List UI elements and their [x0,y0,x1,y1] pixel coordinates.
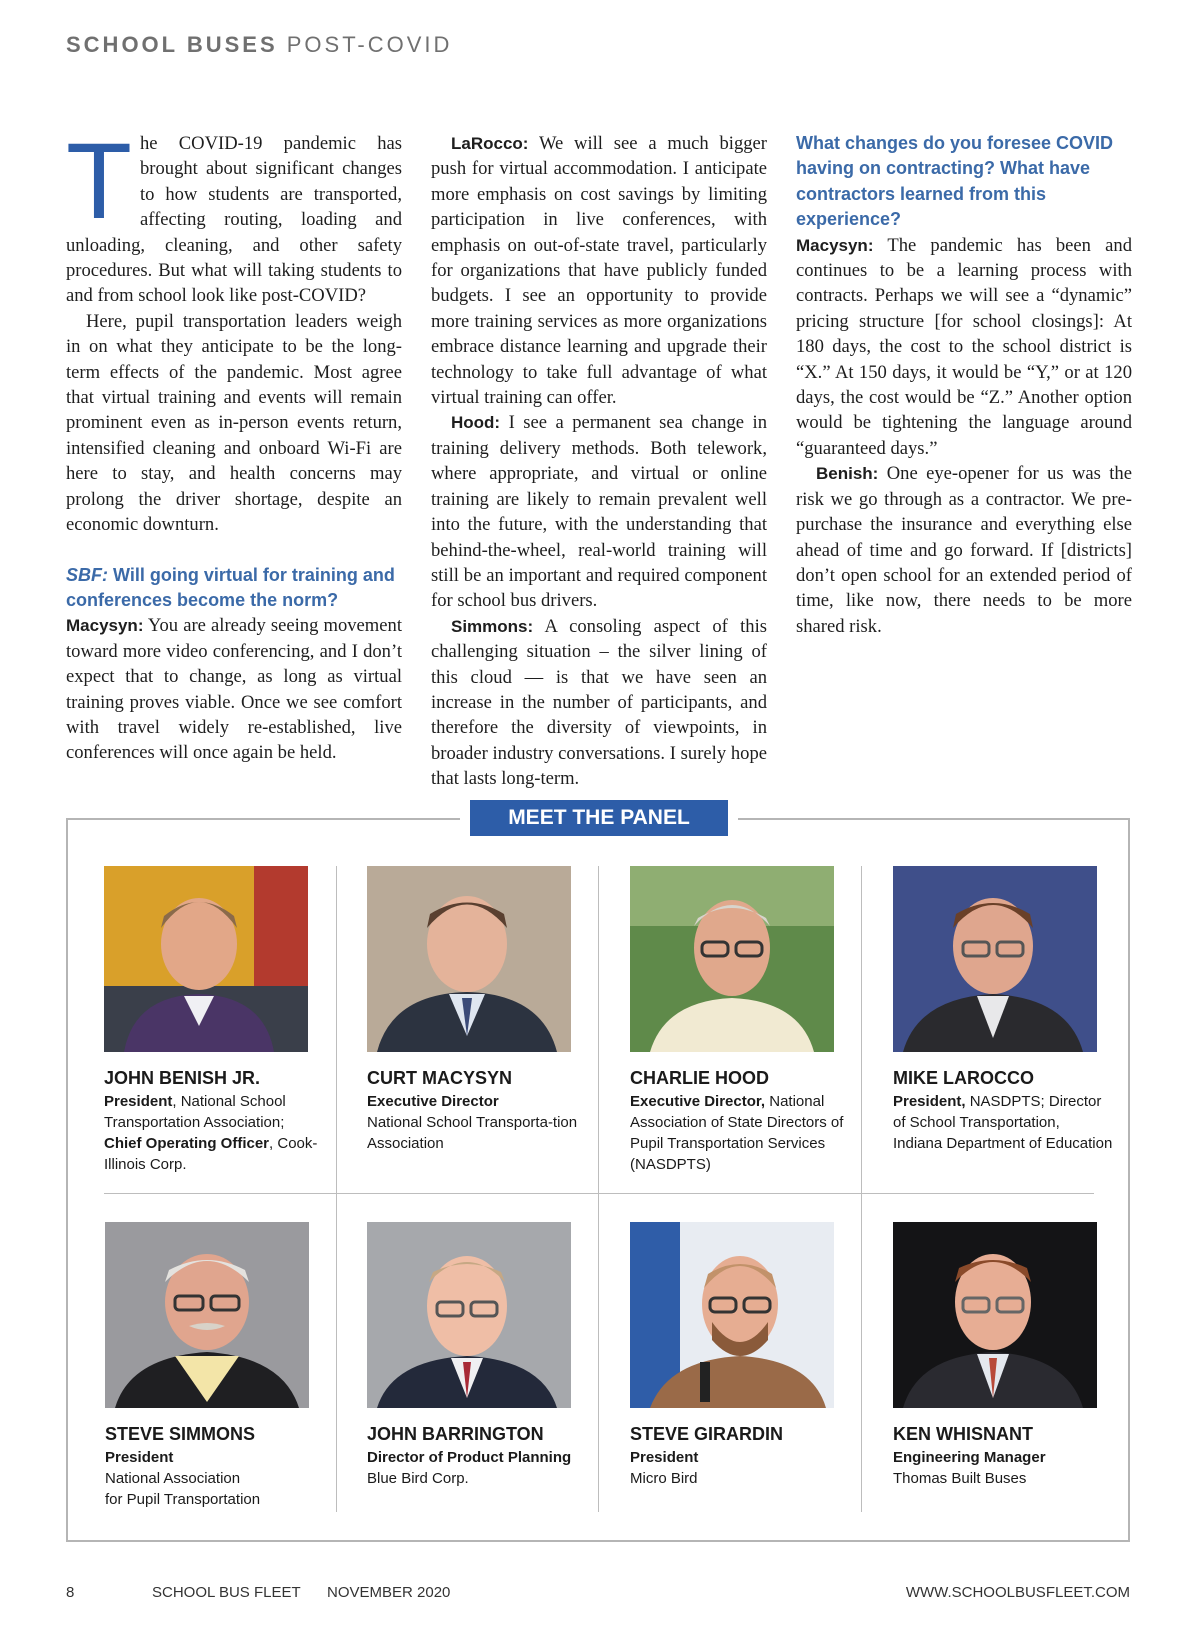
article-column-2-body [431,131,767,790]
magazine-name: SCHOOL BUS FLEET [152,1584,301,1601]
headshot-photo [367,1222,571,1408]
section-topic: POST-COVID [286,32,453,57]
panel-divider [598,866,599,1512]
headshot-photo [105,1222,309,1408]
panel-row-divider [104,1193,1094,1194]
answer-macysyn-2: Macysyn: The pandemic has been and continues to be a learning process with contracts. Perhaps we will see a “dynamic” pricing structure [for school closings]: At 180 days, the cost to the school district is “X.” At 150 days, it would be “Y,” or at 120 days, the cost would be “Z.” Another option would be tightening the language around “guaranteed days.” [796,234,1133,459]
website-link[interactable]: WWW.SCHOOLBUSFLEET.COM [905,1584,1130,1601]
headshot-photo [630,866,834,1052]
headshot-photo [893,866,1097,1052]
panel-member-simmons: STEVE SIMMONS President National Association for Pupil Transportation [105,1222,325,1510]
headshot-photo [104,866,308,1052]
answer-benish: Benish: One eye-opener for us was the risk we go through as a contractor. We pre-purchase the insurance and everything else ahead of time and go forward. If [districts] don’t open school for an extended period of time, like now, there needs to be more shared risk. [796,463,1132,637]
panel-member-larocco: MIKE LAROCCO President, NASDPTS; Director of School Transportation, Indiana Department of Education [893,866,1113,1154]
question-1: SBF: Will going virtual for training and conferences become the norm? [66,564,395,610]
answer-macysyn-1: Macysyn: You are already seeing movement toward more video conferencing, and I don’t expect that to change, as long as virtual training proves viable. Once we see comfort with travel widely re-established, live conferences will once again be held. [66,615,402,764]
article-column-3 [796,131,1132,639]
panel-divider [861,866,862,1512]
panel-member-girardin: STEVE GIRARDIN President Micro Bird [630,1222,850,1489]
headshot-photo [630,1222,834,1408]
headshot-photo [893,1222,1097,1408]
question-2: What changes do you foresee COVID having on contracting? What have contractors learned from this experience? [796,133,1114,230]
panel-title: MEET THE PANEL [470,800,728,836]
page-number: 8 [66,1584,75,1601]
issue-date: NOVEMBER 2020 [327,1584,451,1601]
panel-divider [336,866,337,1512]
panel-member-macysyn: CURT MACYSYN Executive Director National School Transporta-tion Association [367,866,587,1154]
answer-larocco: LaRocco: We will see a much bigger push for virtual accommodation. I anticipate more emphasis on cost savings by limiting participation in live conferences, with emphasis on out-of-state travel, particularly for organizations that have publicly funded budgets. I see an opportunity to provide more training services as more organizations embrace distance learning and upgrade their technology to take full advantage of what virtual training can offer. [431,133,767,409]
answer-simmons: Simmons: A consoling aspect of this challenging situation – the silver lining of this cloud — is that we have seen an increase in the number of participants, and therefore the diversity of viewpoints, in broader industry conversations. I surely hope that lasts long-term. [431,615,767,790]
intro-paragraph: The COVID-19 pandemic has brought about significant changes to how students are transported, affecting routing, loading and unloading, cleaning, and other safety procedures. But what will taking students to and from school look like post-COVID? [66,120,402,307]
headshot-photo [367,866,571,1052]
drop-cap: T [66,120,132,241]
panel-member-benish: JOHN BENISH JR. President, National School Transportation Association; Chief Operating Officer, Cook-Illinois Corp. [104,866,324,1175]
panel-member-whisnant: KEN WHISNANT Engineering Manager Thomas Built Buses [893,1222,1113,1489]
intro-paragraph-2: Here, pupil transportation leaders weigh in on what they anticipate to be the long-term effects of the pandemic. Most agree that virtual training and events will remain prominent even as in-person events return, intensified cleaning and onboard Wi-Fi are here to stay, and health concerns may prolong the driver shortage, despite an economic downturn. [66,310,402,536]
section-name: SCHOOL BUSES [66,32,278,57]
answer-hood: Hood: I see a permanent sea change in training delivery methods. Both telework, where appropriate, and virtual or online training are likely to remain prevalent well into the future, with the understanding that behind-the-wheel, real-world training will still be an important and required component for school bus drivers. [431,412,767,612]
article-column-1 [66,120,402,766]
section-header [66,32,452,58]
panel-member-barrington: JOHN BARRINGTON Director of Product Planning Blue Bird Corp. [367,1222,587,1489]
panel-member-hood: CHARLIE HOOD Executive Director, National Association of State Directors of Pupil Transportation Services (NASDPTS) [630,866,850,1175]
